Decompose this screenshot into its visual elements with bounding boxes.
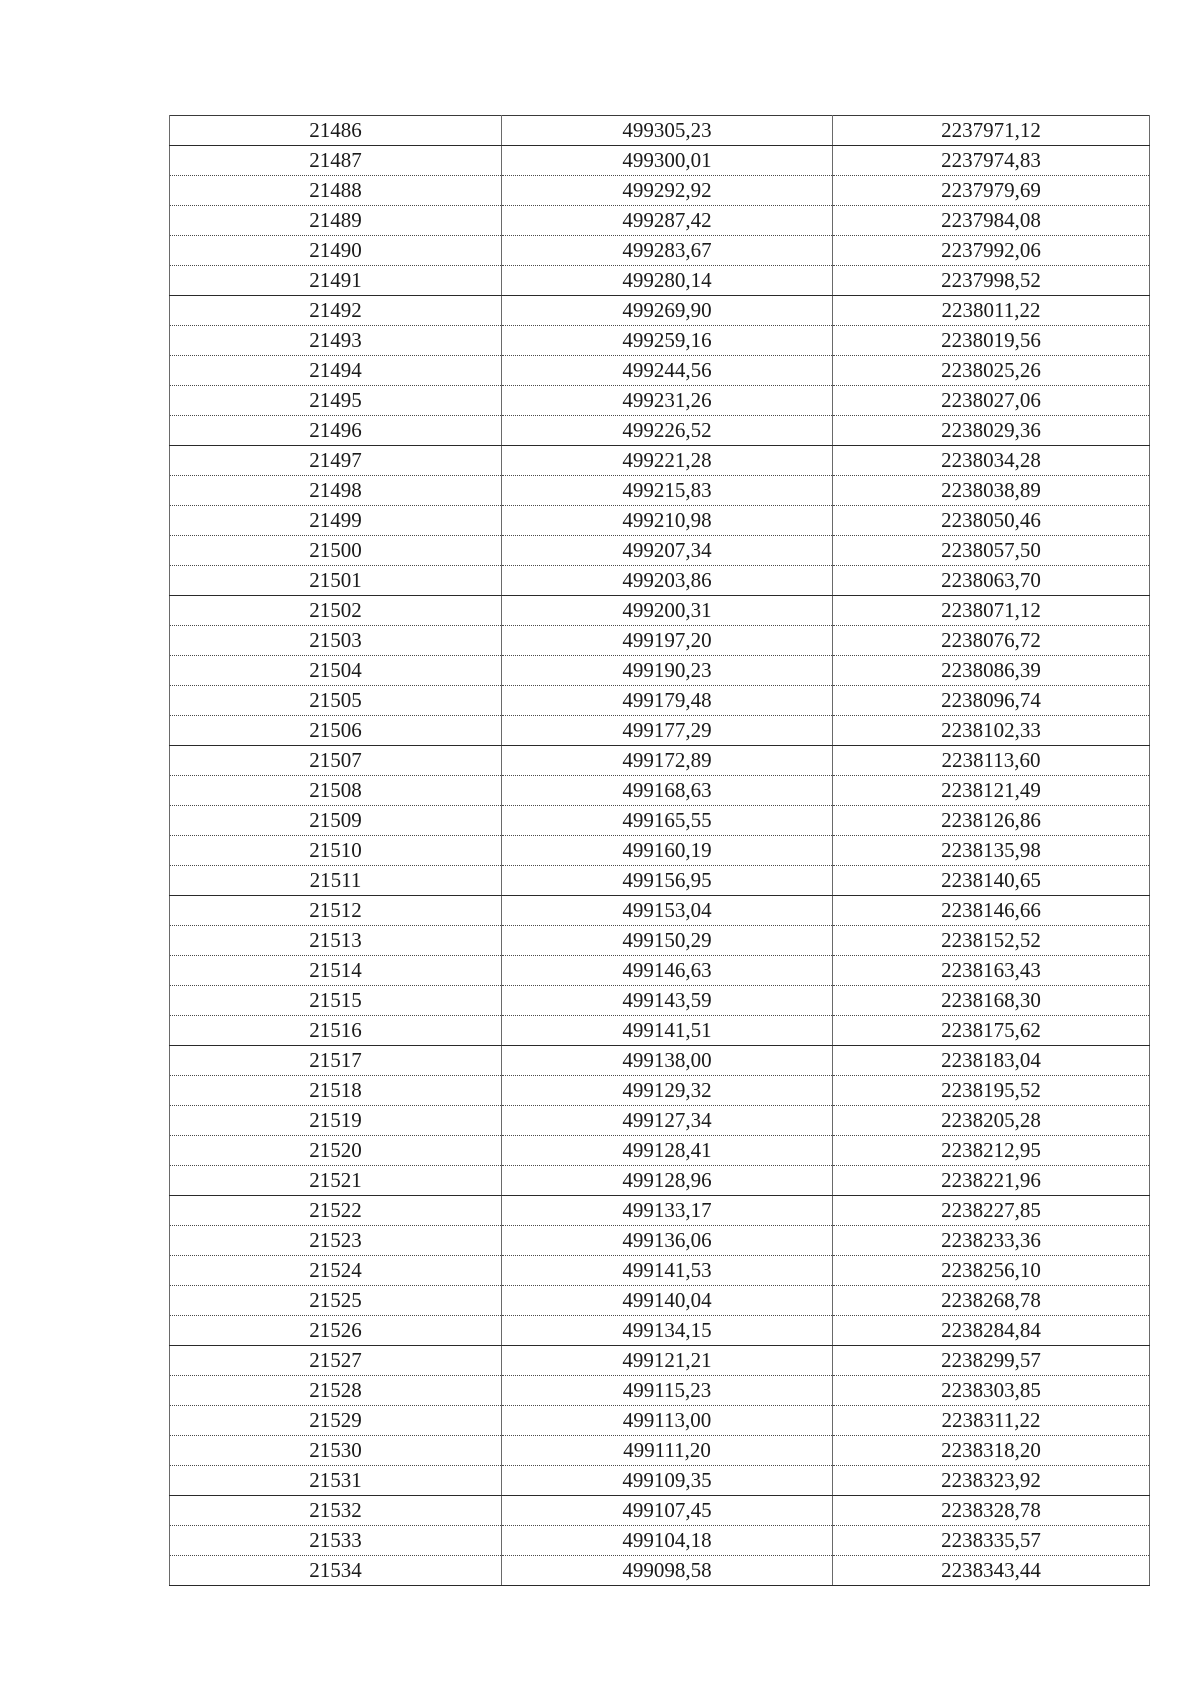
point-number-cell: 21534 bbox=[170, 1556, 502, 1586]
x-coordinate-cell: 499141,51 bbox=[502, 1016, 833, 1046]
y-coordinate-cell: 2238163,43 bbox=[833, 956, 1150, 986]
y-coordinate-cell: 2238233,36 bbox=[833, 1226, 1150, 1256]
table-row bbox=[170, 776, 1150, 806]
x-coordinate-cell: 499207,34 bbox=[502, 536, 833, 566]
table-row bbox=[170, 326, 1150, 356]
y-coordinate-cell: 2238299,57 bbox=[833, 1346, 1150, 1376]
table-row bbox=[170, 1496, 1150, 1526]
point-number-cell: 21496 bbox=[170, 416, 502, 446]
x-coordinate-cell: 499134,15 bbox=[502, 1316, 833, 1346]
point-number-cell: 21527 bbox=[170, 1346, 502, 1376]
x-coordinate-cell: 499259,16 bbox=[502, 326, 833, 356]
x-coordinate-cell: 499098,58 bbox=[502, 1556, 833, 1586]
y-coordinate-cell: 2238029,36 bbox=[833, 416, 1150, 446]
table-row bbox=[170, 1286, 1150, 1316]
x-coordinate-cell: 499190,23 bbox=[502, 656, 833, 686]
point-number-cell: 21522 bbox=[170, 1196, 502, 1226]
point-number-cell: 21494 bbox=[170, 356, 502, 386]
point-number-cell: 21498 bbox=[170, 476, 502, 506]
point-number-cell: 21514 bbox=[170, 956, 502, 986]
x-coordinate-cell: 499143,59 bbox=[502, 986, 833, 1016]
table-row bbox=[170, 656, 1150, 686]
coordinates-table-body bbox=[170, 116, 1150, 1586]
x-coordinate-cell: 499128,96 bbox=[502, 1166, 833, 1196]
point-number-cell: 21507 bbox=[170, 746, 502, 776]
y-coordinate-cell: 2238071,12 bbox=[833, 596, 1150, 626]
point-number-cell: 21518 bbox=[170, 1076, 502, 1106]
table-row bbox=[170, 1166, 1150, 1196]
y-coordinate-cell: 2237971,12 bbox=[833, 116, 1150, 146]
y-coordinate-cell: 2238034,28 bbox=[833, 446, 1150, 476]
point-number-cell: 21508 bbox=[170, 776, 502, 806]
x-coordinate-cell: 499197,20 bbox=[502, 626, 833, 656]
table-row bbox=[170, 1016, 1150, 1046]
x-coordinate-cell: 499179,48 bbox=[502, 686, 833, 716]
y-coordinate-cell: 2238086,39 bbox=[833, 656, 1150, 686]
x-coordinate-cell: 499160,19 bbox=[502, 836, 833, 866]
table-row bbox=[170, 416, 1150, 446]
point-number-cell: 21515 bbox=[170, 986, 502, 1016]
table-row bbox=[170, 1226, 1150, 1256]
table-row bbox=[170, 1046, 1150, 1076]
y-coordinate-cell: 2238113,60 bbox=[833, 746, 1150, 776]
table-row bbox=[170, 1316, 1150, 1346]
table-row bbox=[170, 1346, 1150, 1376]
point-number-cell: 21529 bbox=[170, 1406, 502, 1436]
table-row bbox=[170, 626, 1150, 656]
y-coordinate-cell: 2237984,08 bbox=[833, 206, 1150, 236]
x-coordinate-cell: 499200,31 bbox=[502, 596, 833, 626]
table-row bbox=[170, 716, 1150, 746]
x-coordinate-cell: 499128,41 bbox=[502, 1136, 833, 1166]
y-coordinate-cell: 2238050,46 bbox=[833, 506, 1150, 536]
y-coordinate-cell: 2238038,89 bbox=[833, 476, 1150, 506]
point-number-cell: 21504 bbox=[170, 656, 502, 686]
x-coordinate-cell: 499221,28 bbox=[502, 446, 833, 476]
point-number-cell: 21492 bbox=[170, 296, 502, 326]
y-coordinate-cell: 2238328,78 bbox=[833, 1496, 1150, 1526]
table-row bbox=[170, 986, 1150, 1016]
y-coordinate-cell: 2238195,52 bbox=[833, 1076, 1150, 1106]
y-coordinate-cell: 2238057,50 bbox=[833, 536, 1150, 566]
point-number-cell: 21521 bbox=[170, 1166, 502, 1196]
table-row bbox=[170, 896, 1150, 926]
y-coordinate-cell: 2238221,96 bbox=[833, 1166, 1150, 1196]
point-number-cell: 21490 bbox=[170, 236, 502, 266]
y-coordinate-cell: 2238323,92 bbox=[833, 1466, 1150, 1496]
table-row bbox=[170, 476, 1150, 506]
y-coordinate-cell: 2238168,30 bbox=[833, 986, 1150, 1016]
table-row bbox=[170, 386, 1150, 416]
table-row bbox=[170, 1076, 1150, 1106]
y-coordinate-cell: 2238284,84 bbox=[833, 1316, 1150, 1346]
x-coordinate-cell: 499269,90 bbox=[502, 296, 833, 326]
table-row bbox=[170, 236, 1150, 266]
x-coordinate-cell: 499231,26 bbox=[502, 386, 833, 416]
y-coordinate-cell: 2238135,98 bbox=[833, 836, 1150, 866]
point-number-cell: 21509 bbox=[170, 806, 502, 836]
table-row bbox=[170, 1466, 1150, 1496]
y-coordinate-cell: 2237992,06 bbox=[833, 236, 1150, 266]
y-coordinate-cell: 2238096,74 bbox=[833, 686, 1150, 716]
x-coordinate-cell: 499107,45 bbox=[502, 1496, 833, 1526]
table-row bbox=[170, 1256, 1150, 1286]
y-coordinate-cell: 2238121,49 bbox=[833, 776, 1150, 806]
y-coordinate-cell: 2238175,62 bbox=[833, 1016, 1150, 1046]
x-coordinate-cell: 499177,29 bbox=[502, 716, 833, 746]
y-coordinate-cell: 2237974,83 bbox=[833, 146, 1150, 176]
point-number-cell: 21525 bbox=[170, 1286, 502, 1316]
point-number-cell: 21520 bbox=[170, 1136, 502, 1166]
point-number-cell: 21532 bbox=[170, 1496, 502, 1526]
y-coordinate-cell: 2238311,22 bbox=[833, 1406, 1150, 1436]
table-row bbox=[170, 116, 1150, 146]
x-coordinate-cell: 499104,18 bbox=[502, 1526, 833, 1556]
table-row bbox=[170, 146, 1150, 176]
point-number-cell: 21524 bbox=[170, 1256, 502, 1286]
x-coordinate-cell: 499168,63 bbox=[502, 776, 833, 806]
point-number-cell: 21497 bbox=[170, 446, 502, 476]
y-coordinate-cell: 2238076,72 bbox=[833, 626, 1150, 656]
y-coordinate-cell: 2238152,52 bbox=[833, 926, 1150, 956]
y-coordinate-cell: 2238205,28 bbox=[833, 1106, 1150, 1136]
x-coordinate-cell: 499210,98 bbox=[502, 506, 833, 536]
y-coordinate-cell: 2238027,06 bbox=[833, 386, 1150, 416]
point-number-cell: 21528 bbox=[170, 1376, 502, 1406]
x-coordinate-cell: 499156,95 bbox=[502, 866, 833, 896]
y-coordinate-cell: 2238025,26 bbox=[833, 356, 1150, 386]
x-coordinate-cell: 499129,32 bbox=[502, 1076, 833, 1106]
x-coordinate-cell: 499226,52 bbox=[502, 416, 833, 446]
point-number-cell: 21503 bbox=[170, 626, 502, 656]
table-row bbox=[170, 806, 1150, 836]
x-coordinate-cell: 499133,17 bbox=[502, 1196, 833, 1226]
point-number-cell: 21517 bbox=[170, 1046, 502, 1076]
table-row bbox=[170, 1376, 1150, 1406]
point-number-cell: 21500 bbox=[170, 536, 502, 566]
point-number-cell: 21523 bbox=[170, 1226, 502, 1256]
table-row bbox=[170, 926, 1150, 956]
table-row bbox=[170, 506, 1150, 536]
table-row bbox=[170, 1436, 1150, 1466]
table-row bbox=[170, 686, 1150, 716]
x-coordinate-cell: 499138,00 bbox=[502, 1046, 833, 1076]
x-coordinate-cell: 499287,42 bbox=[502, 206, 833, 236]
point-number-cell: 21487 bbox=[170, 146, 502, 176]
y-coordinate-cell: 2238063,70 bbox=[833, 566, 1150, 596]
point-number-cell: 21510 bbox=[170, 836, 502, 866]
x-coordinate-cell: 499203,86 bbox=[502, 566, 833, 596]
x-coordinate-cell: 499172,89 bbox=[502, 746, 833, 776]
table-row bbox=[170, 356, 1150, 386]
y-coordinate-cell: 2237979,69 bbox=[833, 176, 1150, 206]
x-coordinate-cell: 499146,63 bbox=[502, 956, 833, 986]
point-number-cell: 21493 bbox=[170, 326, 502, 356]
point-number-cell: 21499 bbox=[170, 506, 502, 536]
coordinates-table bbox=[169, 115, 1150, 1586]
table-row bbox=[170, 1136, 1150, 1166]
x-coordinate-cell: 499136,06 bbox=[502, 1226, 833, 1256]
point-number-cell: 21516 bbox=[170, 1016, 502, 1046]
y-coordinate-cell: 2238256,10 bbox=[833, 1256, 1150, 1286]
y-coordinate-cell: 2237998,52 bbox=[833, 266, 1150, 296]
x-coordinate-cell: 499111,20 bbox=[502, 1436, 833, 1466]
y-coordinate-cell: 2238268,78 bbox=[833, 1286, 1150, 1316]
x-coordinate-cell: 499292,92 bbox=[502, 176, 833, 206]
table-row bbox=[170, 536, 1150, 566]
x-coordinate-cell: 499121,21 bbox=[502, 1346, 833, 1376]
x-coordinate-cell: 499300,01 bbox=[502, 146, 833, 176]
table-row bbox=[170, 1406, 1150, 1436]
x-coordinate-cell: 499215,83 bbox=[502, 476, 833, 506]
x-coordinate-cell: 499283,67 bbox=[502, 236, 833, 266]
point-number-cell: 21513 bbox=[170, 926, 502, 956]
table-row bbox=[170, 956, 1150, 986]
x-coordinate-cell: 499113,00 bbox=[502, 1406, 833, 1436]
point-number-cell: 21495 bbox=[170, 386, 502, 416]
y-coordinate-cell: 2238343,44 bbox=[833, 1556, 1150, 1586]
table-row bbox=[170, 1196, 1150, 1226]
y-coordinate-cell: 2238126,86 bbox=[833, 806, 1150, 836]
y-coordinate-cell: 2238019,56 bbox=[833, 326, 1150, 356]
table-row bbox=[170, 266, 1150, 296]
x-coordinate-cell: 499280,14 bbox=[502, 266, 833, 296]
table-row bbox=[170, 1526, 1150, 1556]
point-number-cell: 21491 bbox=[170, 266, 502, 296]
x-coordinate-cell: 499305,23 bbox=[502, 116, 833, 146]
table-row bbox=[170, 176, 1150, 206]
table-row bbox=[170, 746, 1150, 776]
x-coordinate-cell: 499150,29 bbox=[502, 926, 833, 956]
point-number-cell: 21489 bbox=[170, 206, 502, 236]
y-coordinate-cell: 2238335,57 bbox=[833, 1526, 1150, 1556]
point-number-cell: 21488 bbox=[170, 176, 502, 206]
y-coordinate-cell: 2238303,85 bbox=[833, 1376, 1150, 1406]
x-coordinate-cell: 499165,55 bbox=[502, 806, 833, 836]
y-coordinate-cell: 2238102,33 bbox=[833, 716, 1150, 746]
table-row bbox=[170, 566, 1150, 596]
x-coordinate-cell: 499115,23 bbox=[502, 1376, 833, 1406]
x-coordinate-cell: 499141,53 bbox=[502, 1256, 833, 1286]
point-number-cell: 21512 bbox=[170, 896, 502, 926]
point-number-cell: 21519 bbox=[170, 1106, 502, 1136]
y-coordinate-cell: 2238212,95 bbox=[833, 1136, 1150, 1166]
table-row bbox=[170, 296, 1150, 326]
y-coordinate-cell: 2238183,04 bbox=[833, 1046, 1150, 1076]
point-number-cell: 21531 bbox=[170, 1466, 502, 1496]
y-coordinate-cell: 2238140,65 bbox=[833, 866, 1150, 896]
x-coordinate-cell: 499109,35 bbox=[502, 1466, 833, 1496]
point-number-cell: 21505 bbox=[170, 686, 502, 716]
table-row bbox=[170, 206, 1150, 236]
y-coordinate-cell: 2238146,66 bbox=[833, 896, 1150, 926]
table-row bbox=[170, 596, 1150, 626]
point-number-cell: 21511 bbox=[170, 866, 502, 896]
table-row bbox=[170, 1106, 1150, 1136]
x-coordinate-cell: 499244,56 bbox=[502, 356, 833, 386]
point-number-cell: 21506 bbox=[170, 716, 502, 746]
table-row bbox=[170, 866, 1150, 896]
point-number-cell: 21502 bbox=[170, 596, 502, 626]
y-coordinate-cell: 2238318,20 bbox=[833, 1436, 1150, 1466]
point-number-cell: 21526 bbox=[170, 1316, 502, 1346]
x-coordinate-cell: 499153,04 bbox=[502, 896, 833, 926]
x-coordinate-cell: 499127,34 bbox=[502, 1106, 833, 1136]
x-coordinate-cell: 499140,04 bbox=[502, 1286, 833, 1316]
y-coordinate-cell: 2238227,85 bbox=[833, 1196, 1150, 1226]
point-number-cell: 21530 bbox=[170, 1436, 502, 1466]
table-row bbox=[170, 446, 1150, 476]
point-number-cell: 21486 bbox=[170, 116, 502, 146]
point-number-cell: 21533 bbox=[170, 1526, 502, 1556]
point-number-cell: 21501 bbox=[170, 566, 502, 596]
table-row bbox=[170, 1556, 1150, 1586]
y-coordinate-cell: 2238011,22 bbox=[833, 296, 1150, 326]
table-row bbox=[170, 836, 1150, 866]
